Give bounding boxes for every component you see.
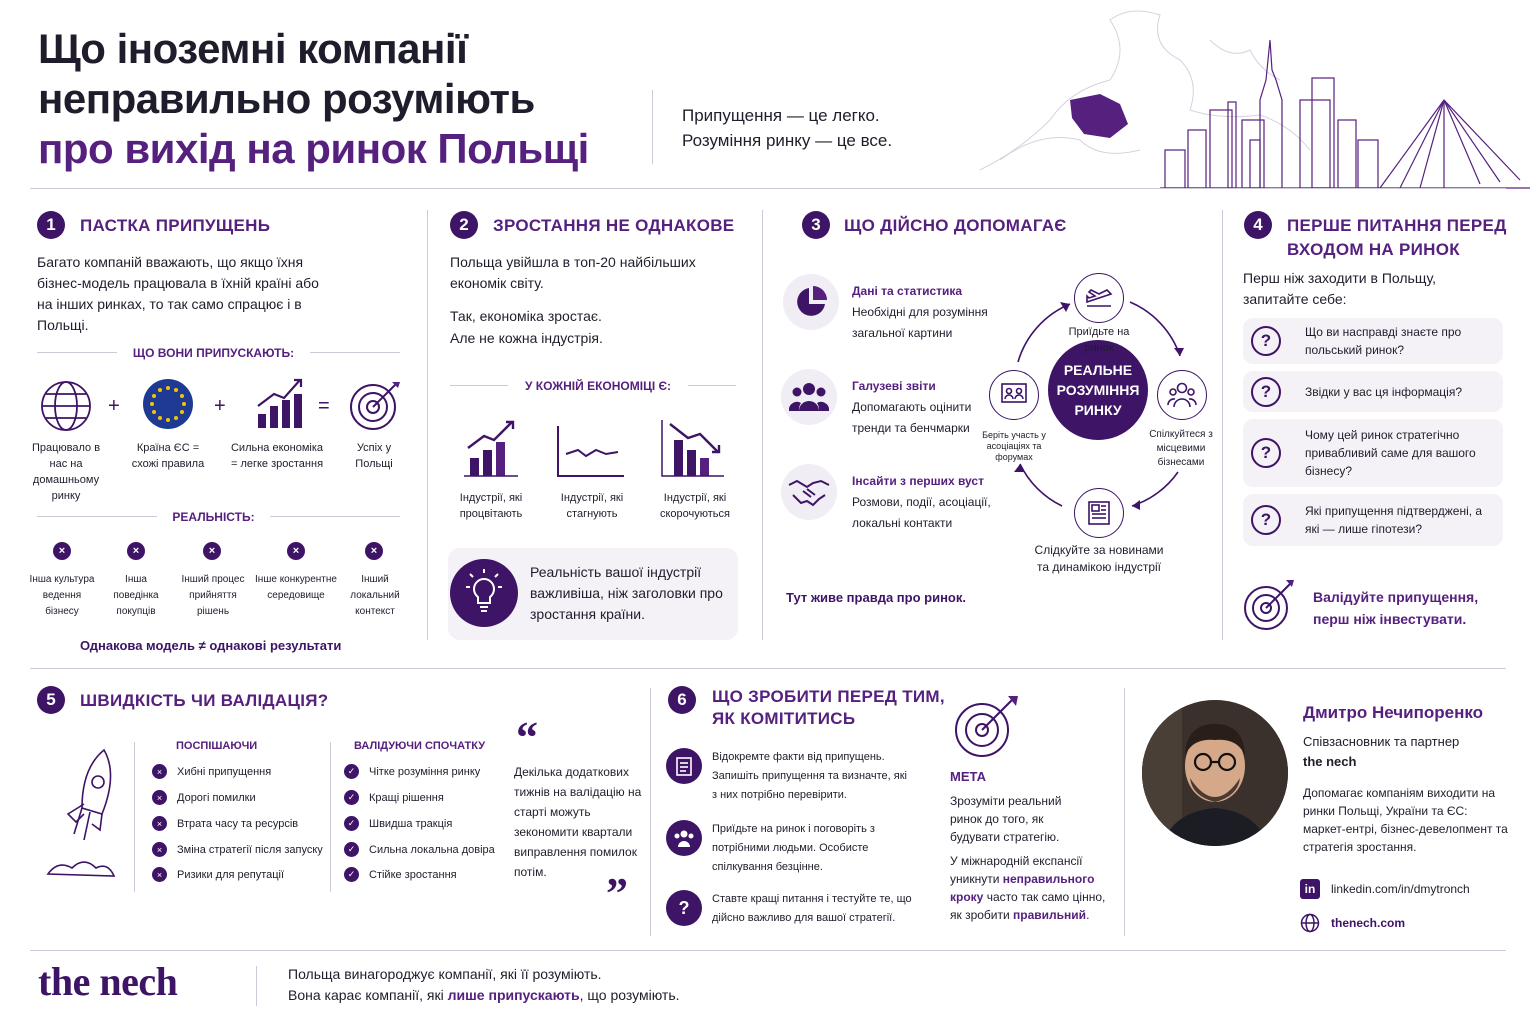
help-item-1-text: Необхідні для розуміння загальної картини <box>852 305 988 340</box>
rocket-icon <box>38 744 138 894</box>
question-1: Що ви насправді знаєте про польський ринок? <box>1305 325 1462 357</box>
author-name: Дмитро Нечипоренко <box>1303 703 1484 722</box>
assume-label: ЩО ВОНИ ПРИПУСКАЮТЬ: <box>132 346 295 360</box>
section-2-p1: Польща увійшла в топ-20 найбільших економік світу. <box>450 254 696 291</box>
europe-skyline-illustration <box>960 0 1536 192</box>
rule <box>1222 210 1223 640</box>
rule <box>256 966 257 1006</box>
subtitle-line-1: Припущення — це легко. <box>682 106 880 125</box>
assume-item-1: Працювало в нас на домашньому ринку <box>31 442 101 502</box>
rule <box>762 210 763 640</box>
rule <box>330 742 331 892</box>
section-2-heading: ЗРОСТАННЯ НЕ ОДНАКОВЕ <box>493 216 735 235</box>
rule <box>270 516 400 517</box>
step-1: Відокремте факти від припущень. Запишіть припущення та визначте, які з них потрібно перевірити. <box>712 751 907 801</box>
plus-sign: + <box>108 395 120 417</box>
rule <box>134 742 135 892</box>
rushing-item-text: Хибні припущення <box>177 765 272 778</box>
section-4-heading <box>1287 214 1507 262</box>
section-4-heading-line-2: ВХОДОМ НА РИНОК <box>1287 240 1460 259</box>
industry-declining: Індустрії, які скорочуються <box>659 492 730 520</box>
section-1-footer: Однакова модель ≠ однакові результати <box>80 638 342 653</box>
target-icon <box>1242 578 1296 632</box>
author-avatar <box>1142 700 1288 846</box>
rule <box>688 385 736 386</box>
check-icon: ✓ <box>344 764 359 779</box>
quote-close-icon: ” <box>606 869 628 918</box>
handshake-icon <box>781 464 837 520</box>
section-1-heading: ПАСТКА ПРИПУЩЕНЬ <box>80 216 271 235</box>
section-1-number: 1 <box>37 211 65 239</box>
subtitle <box>682 103 892 153</box>
x-icon: × <box>287 542 305 560</box>
check-icon: ✓ <box>344 842 359 857</box>
section-2-callout <box>448 548 738 640</box>
section-5-number: 5 <box>37 686 65 714</box>
section-2-callout-text: Реальність вашої індустрії важливіша, ніж заголовки про зростання країни. <box>530 564 723 622</box>
linkedin-link[interactable]: linkedin.com/in/dmytronch <box>1331 882 1470 896</box>
goal-text: Зрозуміти реальний ринок до того, як будувати стратегію. <box>950 794 1062 844</box>
question-icon: ? <box>1251 438 1281 468</box>
expansion-note <box>950 852 1110 924</box>
question-icon <box>666 890 702 926</box>
question-2: Звідки у вас ця інформація? <box>1305 384 1463 399</box>
validating-item <box>344 790 444 805</box>
step-2: Приїдьте на ринок і поговоріть з потрібними людьми. Особисте спілкування безцінне. <box>712 823 875 873</box>
section-6-number: 6 <box>668 686 696 714</box>
poland-map-icon <box>1070 94 1128 138</box>
question-icon: ? <box>1251 326 1281 356</box>
rule <box>30 950 1506 951</box>
assume-item-2: Країна ЄС = схожі правила <box>131 442 205 470</box>
brand-logo: the nech <box>38 959 178 1004</box>
footer-text-part: , що розуміють. <box>579 987 680 1003</box>
section-4-intro: Перш ніж заходити в Польщу, запитайте себе: <box>1243 270 1436 307</box>
subtitle-line-2: Розуміння ринку — це все. <box>682 131 893 150</box>
rushing-item <box>152 816 298 831</box>
validating-label: ВАЛІДУЮЧИ СПОЧАТКУ <box>354 740 486 752</box>
validating-item <box>344 764 480 779</box>
lightbulb-icon <box>450 559 518 627</box>
rushing-item <box>152 867 284 882</box>
cycle-right-label: Спілкуйтеся з місцевими бізнесами <box>1149 429 1213 468</box>
rule <box>37 516 157 517</box>
reality-label: РЕАЛЬНІСТЬ: <box>172 510 255 524</box>
rushing-item-text: Ризики для репутації <box>177 868 285 881</box>
section-2-number: 2 <box>450 211 478 239</box>
section-5-heading: ШВИДКІСТЬ ЧИ ВАЛІДАЦІЯ? <box>80 691 329 710</box>
rushing-item <box>152 764 271 779</box>
check-icon: ✓ <box>344 816 359 831</box>
section-6-heading-line-1: ЩО ЗРОБИТИ ПЕРЕД ТИМ, <box>712 687 945 706</box>
section-2-p2a: Так, економіка зростає. <box>450 308 602 324</box>
linkedin-icon: in <box>1300 879 1320 899</box>
question-4: Які припущення підтверджені, а які — лише гіпотези? <box>1305 504 1483 536</box>
check-icon: ✓ <box>344 790 359 805</box>
newspaper-icon <box>1074 488 1124 538</box>
checklist-icon <box>666 748 702 784</box>
pie-chart-icon <box>783 274 839 330</box>
reality-item-5: Інший локальний контекст <box>350 574 400 617</box>
stagnating-chart-icon <box>556 424 626 480</box>
rule <box>1124 688 1125 936</box>
rushing-item <box>152 842 323 857</box>
rule <box>450 385 508 386</box>
x-icon: × <box>53 542 71 560</box>
expansion-text: У міжнародній експансії уникнути <box>950 854 1083 886</box>
plus-sign: + <box>214 395 226 417</box>
footer-emphasis: лише припускають <box>447 987 580 1003</box>
section-5-quote: Декілька додаткових тижнів на валідацію на старті можуть зекономити квартали виправлення помилок потім. <box>514 765 642 879</box>
growth-chart-icon <box>254 376 304 430</box>
equals-sign: = <box>318 395 330 417</box>
validating-item-text: Швидша тракція <box>369 817 453 830</box>
x-icon: × <box>152 790 167 805</box>
header-rule <box>30 188 1506 189</box>
validating-item-text: Кращі рішення <box>369 791 444 804</box>
section-4-footer-line-1: Валідуйте припущення, <box>1313 589 1479 605</box>
expansion-text: . <box>1086 908 1090 922</box>
question-icon: ? <box>1251 377 1281 407</box>
goal-target-icon <box>954 694 1020 760</box>
section-4-footer-line-2: перш ніж інвестувати. <box>1313 611 1467 627</box>
help-item-3-text: Розмови, події, асоціації, локальні контакти <box>852 495 991 530</box>
validating-item-text: Стійке зростання <box>369 868 457 881</box>
website-link[interactable]: thenech.com <box>1331 916 1406 930</box>
expansion-emphasis-wrong: неправильного кроку <box>950 872 1095 904</box>
page-title <box>38 24 658 174</box>
validating-item-text: Чітке розуміння ринку <box>369 765 481 778</box>
group-icon <box>781 369 837 425</box>
quote-open-icon: “ <box>516 713 538 762</box>
help-item-2-title: Галузеві звіти <box>852 379 936 393</box>
section-2-p2b: Але не кожна індустрія. <box>450 330 603 346</box>
reality-item-4: Інше конкурентне середовище <box>255 574 337 601</box>
validating-item <box>344 867 457 882</box>
reality-item-1: Інша культура ведення бізнесу <box>29 574 95 617</box>
assume-item-3: Сильна економіка = легке зростання <box>230 442 324 470</box>
section-3-heading: ЩО ДІЙСНО ДОПОМАГАЄ <box>844 216 1067 235</box>
globe-icon <box>38 378 94 434</box>
cycle-bottom-label: Слідкуйте за новинами та динамікою індустрії <box>1034 543 1164 574</box>
author-role <box>1303 732 1459 772</box>
x-icon: × <box>127 542 145 560</box>
rule <box>37 352 117 353</box>
every-economy-label: У КОЖНІЙ ЕКОНОМІЦІ Є: <box>524 379 672 393</box>
goal-label: МЕТА <box>950 769 987 784</box>
section-3-number: 3 <box>802 211 830 239</box>
section-4-footer <box>1313 586 1478 630</box>
footer-text-part: Вона карає компанії, які <box>288 987 448 1003</box>
x-icon: × <box>152 867 167 882</box>
question-mark: ? <box>678 897 690 918</box>
rule <box>30 668 1506 669</box>
reality-item-3: Інший процес прийняття рішень <box>181 574 245 617</box>
forum-icon <box>989 370 1039 420</box>
rushing-item <box>152 790 256 805</box>
question-icon: ? <box>1251 505 1281 535</box>
author-company: the nech <box>1303 754 1357 769</box>
section-1-intro: Багато компаній вважають, що якщо їхня бізнес-модель працювала в їхній країні або на інших ринках, то так само спрацює і в Польщі. <box>37 254 319 333</box>
expansion-emphasis-right: правильний <box>1013 908 1087 922</box>
eu-flag-icon <box>142 378 194 430</box>
validating-item <box>344 842 495 857</box>
validating-item-text: Сильна локальна довіра <box>369 843 495 856</box>
footer-text <box>288 964 680 1006</box>
cycle-top-label: Приїдьте на ринок <box>1068 326 1130 354</box>
section-6-heading <box>712 686 945 730</box>
check-icon: ✓ <box>344 867 359 882</box>
author-role-line-1: Співзасновник та партнер <box>1303 734 1460 749</box>
author-bio: Допомагає компаніям виходити на ринки Польщі, України та ЄС: маркет-ентрі, бізнес-девелопмент та стратегія зростання. <box>1303 786 1508 854</box>
rushing-label: ПОСПІШАЮЧИ <box>176 740 258 752</box>
rushing-item-text: Зміна стратегії після запуску <box>177 843 323 856</box>
section-3-footer: Тут живе правда про ринок. <box>786 590 966 605</box>
expansion-text: часто так само цінно, як зробити <box>950 890 1106 922</box>
title-line-2: неправильно розуміють <box>38 75 535 122</box>
airplane-icon <box>1074 273 1124 323</box>
cycle-left-label: Беріть участь у асоціаціях та форумах <box>982 430 1046 462</box>
business-people-icon <box>1157 370 1207 420</box>
rule <box>427 210 428 640</box>
reality-item-2: Інша поведінка покупців <box>113 574 159 617</box>
rushing-item-text: Дорогі помилки <box>177 791 256 804</box>
industry-stagnating: Індустрії, які стагнують <box>560 492 624 520</box>
assume-item-4: Успіх у Польщі <box>355 442 393 470</box>
x-icon: × <box>152 842 167 857</box>
rule <box>310 352 400 353</box>
x-icon: × <box>152 764 167 779</box>
x-icon: × <box>365 542 383 560</box>
step-3: Ставте кращі питання і тестуйте те, що дійсно важливо для вашої стратегії. <box>712 893 912 924</box>
section-4-heading-line-1: ПЕРШЕ ПИТАННЯ ПЕРЕД <box>1287 216 1507 235</box>
title-line-3: про вихід на ринок Польщі <box>38 125 589 172</box>
question-card-1 <box>1243 318 1503 364</box>
question-card-4 <box>1243 494 1503 546</box>
x-icon: × <box>152 816 167 831</box>
declining-chart-icon <box>660 418 726 480</box>
center-real-understanding: РЕАЛЬНЕ РОЗУМІННЯ РИНКУ <box>1048 340 1148 440</box>
header-divider <box>652 90 653 164</box>
target-icon <box>348 378 402 432</box>
rushing-item-text: Втрата часу та ресурсів <box>177 817 299 830</box>
x-icon: × <box>203 542 221 560</box>
question-3: Чому цей ринок стратегічно привабливий саме для вашого бізнесу? <box>1305 428 1476 478</box>
section-6-heading-line-2: ЯК КОМІТИТИСЬ <box>712 709 856 728</box>
rule <box>650 688 651 936</box>
help-item-3-title: Інсайти з перших вуст <box>852 474 984 488</box>
title-line-1: Що іноземні компанії <box>38 25 468 72</box>
industry-thriving: Індустрії, які процвітають <box>459 492 523 520</box>
footer-line-2 <box>288 985 680 1006</box>
footer-line-1: Польща винагороджує компанії, які її розуміють. <box>288 966 602 982</box>
question-card-2 <box>1243 371 1503 412</box>
globe-icon <box>1300 913 1320 933</box>
section-4-number: 4 <box>1244 211 1272 239</box>
thriving-chart-icon <box>460 418 520 478</box>
help-item-1-title: Дані та статистика <box>852 284 963 298</box>
people-icon <box>666 820 702 856</box>
question-card-3 <box>1243 419 1503 487</box>
help-item-2-text: Допомагають оцінити тренди та бенчмарки <box>852 400 972 435</box>
validating-item <box>344 816 452 831</box>
